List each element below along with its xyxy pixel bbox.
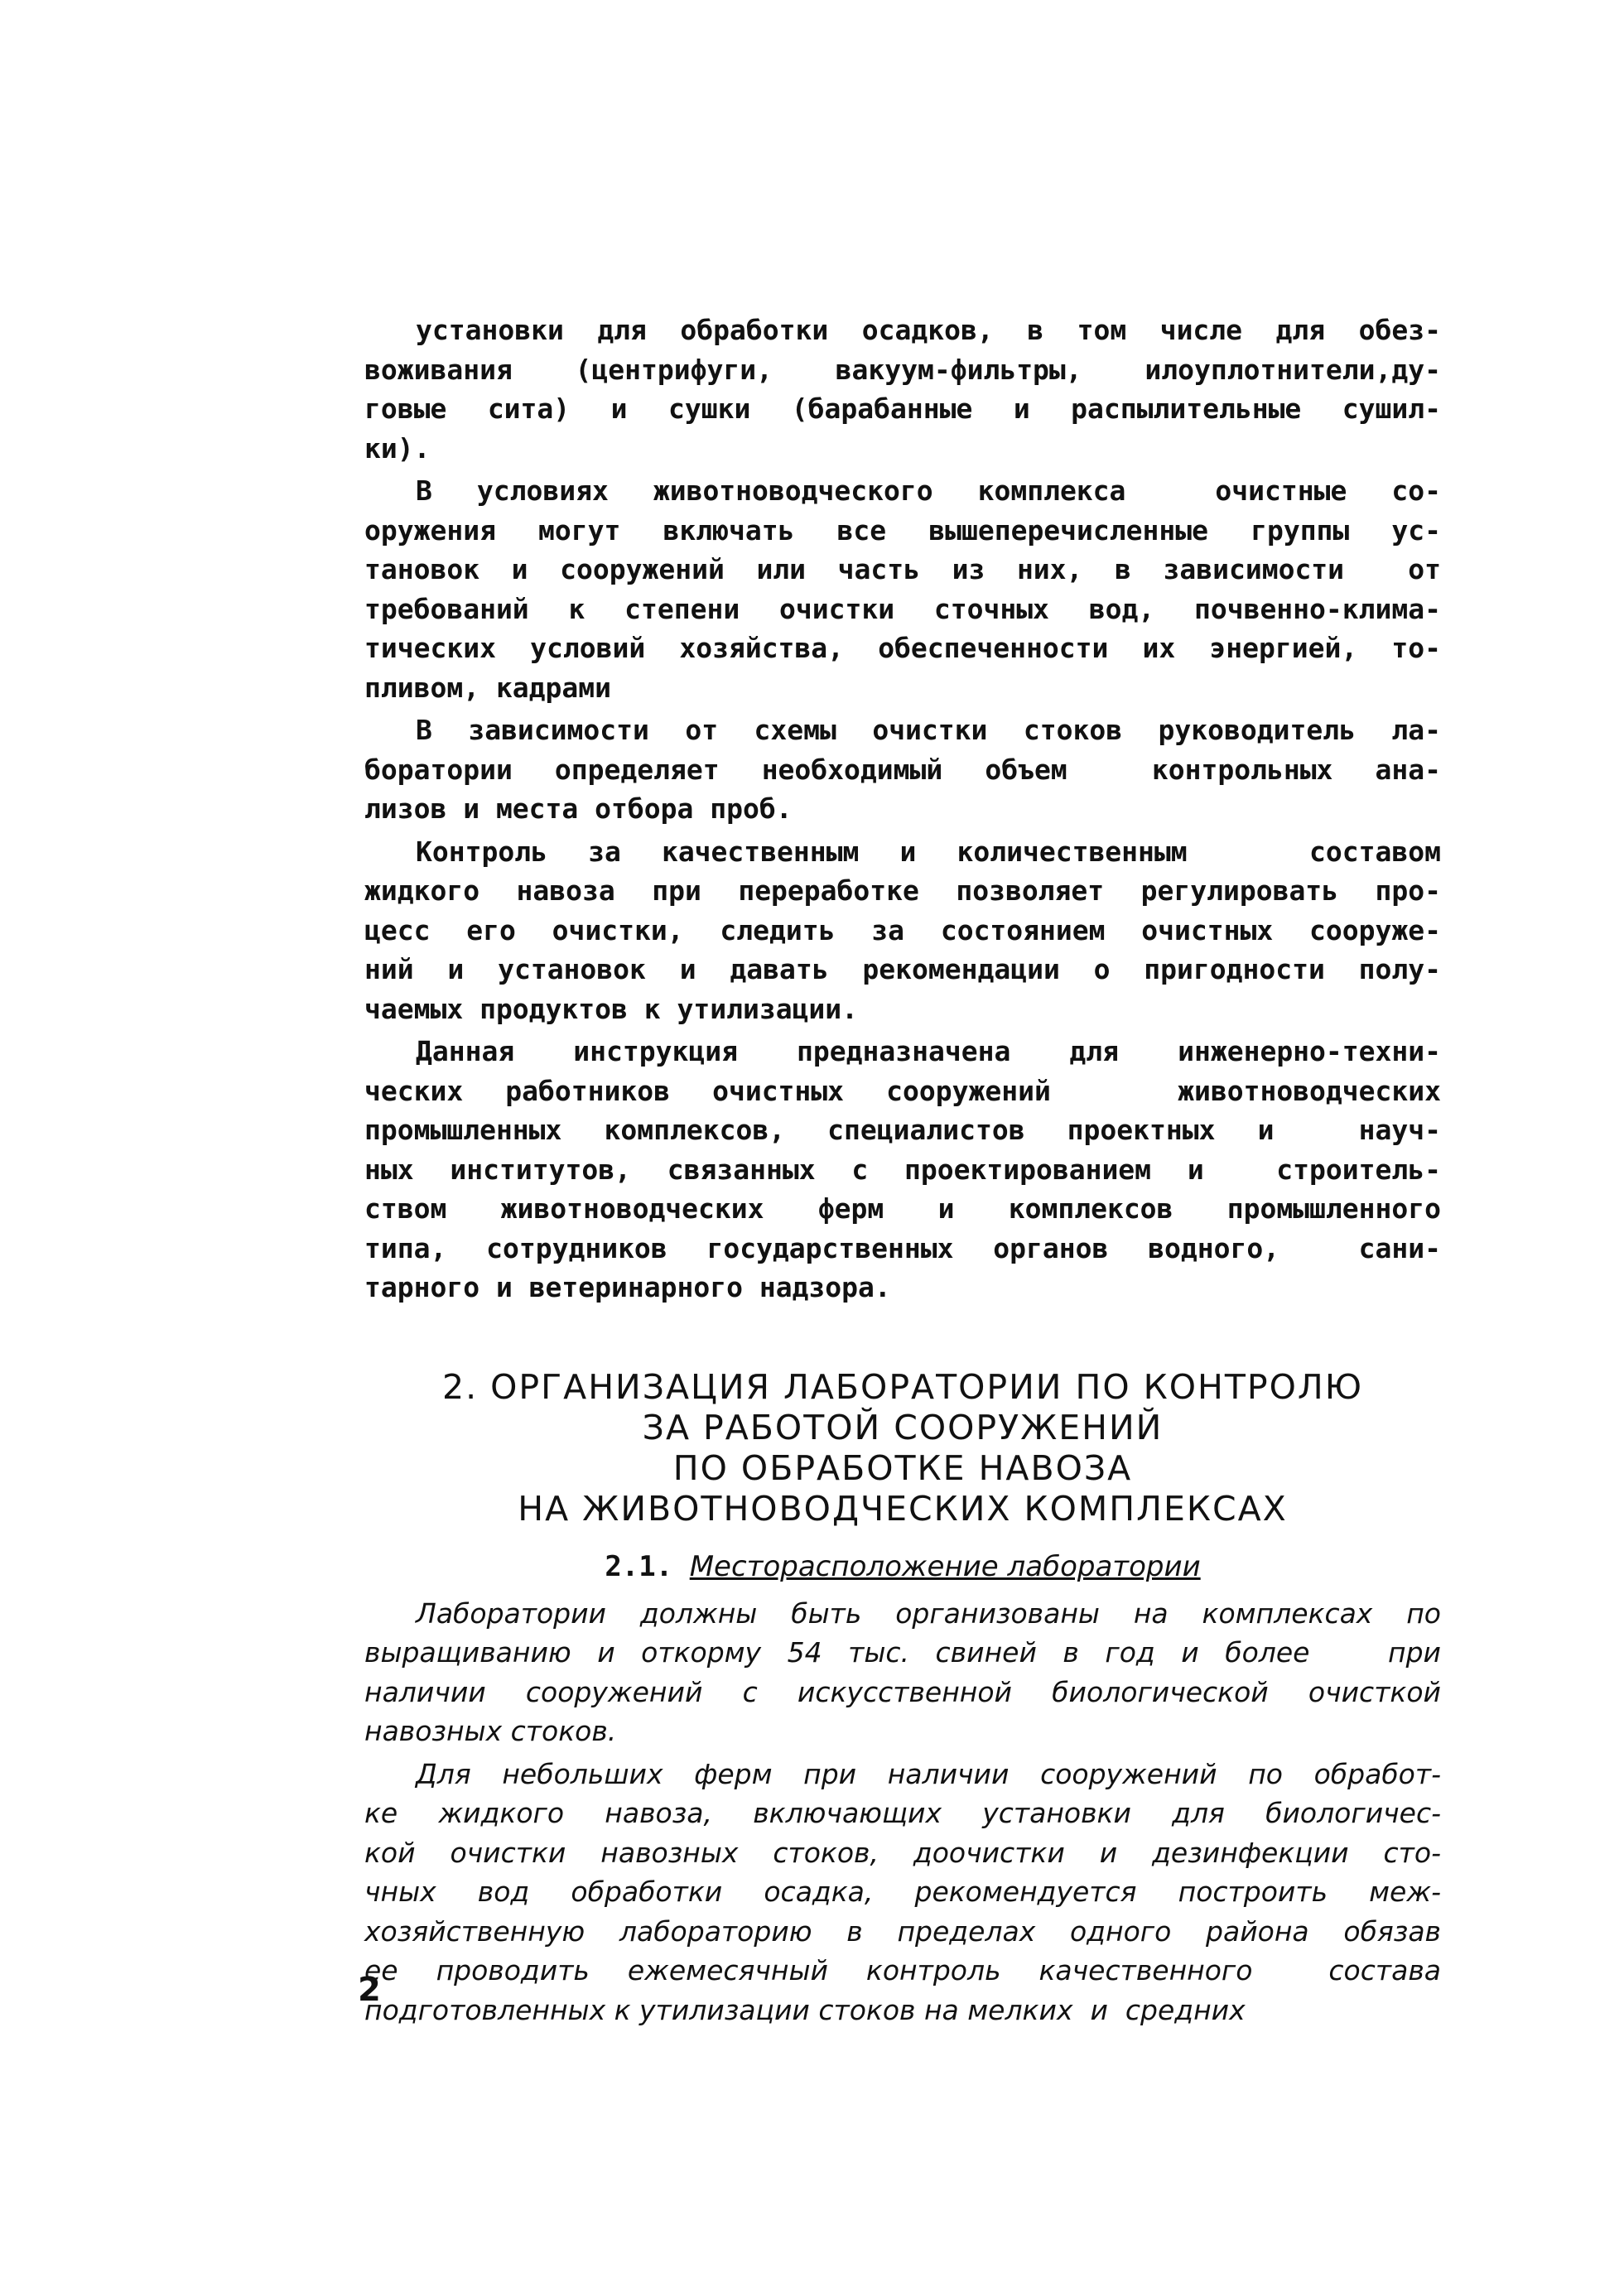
text-line: чаемых продуктов к утилизации. [364, 992, 859, 1025]
section-heading [364, 1367, 1441, 1529]
paragraph [364, 832, 1441, 1029]
text-line: Контроль за качественным и количественным составом [416, 835, 1441, 868]
text-line: навозных стоков. [364, 1715, 617, 1747]
text-line: ее проводить ежемесячный контроль качественного состава [364, 1954, 1441, 1986]
text-line: пливом, кадрами [364, 671, 612, 704]
text-line: В условиях животноводческого комплекса очистные со- [416, 474, 1441, 507]
text-line: оружения могут включать все вышеперечисленные группы ус- [364, 513, 1441, 547]
text-line: боратории определяет необходимый объем контрольных ана- [364, 753, 1441, 786]
text-line: В зависимости от схемы очистки стоков руководитель ла- [416, 714, 1441, 746]
text-line: ством животноводческих ферм и комплексов промышленного [364, 1192, 1441, 1225]
text-line: кой очистки навозных стоков, доочистки и дезинфекции сто- [364, 1836, 1441, 1869]
text-line: типа, сотрудников государственных органов водного, сани- [364, 1231, 1441, 1264]
text-line: установки для обработки осадков, в том числе для обез- [416, 314, 1441, 346]
text-line: Лаборатории должны быть организованы на комплексах по [416, 1596, 1441, 1630]
subsection-number: 2.1. [605, 1549, 673, 1583]
paragraph [364, 710, 1441, 829]
section-heading-line: ПО ОБРАБОТКЕ НАВОЗА [672, 1447, 1133, 1488]
text-line: Для небольших ферм при наличии сооружений по обработ- [416, 1757, 1441, 1790]
text-line: ных институтов, связанных с проектированием и строитель- [364, 1153, 1441, 1186]
section-heading-line: НА ЖИВОТНОВОДЧЕСКИХ КОМПЛЕКСАХ [518, 1488, 1288, 1529]
paragraph [364, 471, 1441, 707]
text-line: чных вод обработки осадка, рекомендуется построить меж- [364, 1876, 1441, 1908]
text-line: цесс его очистки, следить за состоянием очистных сооруже- [364, 913, 1441, 946]
text-line: хозяйственную лабораторию в пределах одного района обязав [364, 1914, 1441, 1948]
paragraph [364, 1755, 1441, 2030]
text-line: говые сита) и сушки (барабанные и распылительные сушил- [364, 392, 1441, 425]
subsection-heading [364, 1548, 1441, 1586]
text-line: ки). [364, 431, 431, 465]
text-line: промышленных комплексов, специалистов проектных и науч- [364, 1114, 1441, 1146]
text-line: ческих работников очистных сооружений животноводческих [364, 1074, 1441, 1107]
text-line: лизов и места отбора проб. [364, 792, 793, 825]
text-line: тановок и сооружений или часть из них, в зависимости от [364, 553, 1441, 585]
section-heading-line: 2. ОРГАНИЗАЦИЯ ЛАБОРАТОРИИ ПО КОНТРОЛЮ [442, 1366, 1363, 1407]
document-page [364, 311, 1441, 2033]
paragraph [364, 1594, 1441, 1751]
text-line: подготовленных к утилизации стоков на мелких и средних [364, 1993, 1246, 2026]
text-line: ний и установок и давать рекомендации о пригодности полу- [364, 953, 1441, 985]
text-line: ке жидкого навоза, включающих установки для биологичес- [364, 1797, 1441, 1829]
text-line: выращиванию и откорму 54 тыс. свиней в год и более при [364, 1636, 1441, 1669]
text-line: требований к степени очистки сточных вод, почвенно-клима- [364, 592, 1441, 625]
intro-section [364, 311, 1441, 1307]
section-body [364, 1594, 1441, 2030]
text-line: жидкого навоза при переработке позволяет регулировать про- [364, 874, 1441, 907]
subsection-title: Месторасположение лаборатории [689, 1549, 1201, 1583]
page-number: 2 [358, 1971, 381, 2009]
text-line: наличии сооружений с искусственной биологической очисткой [364, 1675, 1441, 1708]
text-line: воживания (центрифуги, вакуум-фильтры, илоуплотнители,ду- [364, 353, 1441, 386]
text-line: тарного и ветеринарного надзора. [364, 1271, 891, 1303]
text-line: тических условий хозяйства, обеспеченности их энергией, то- [364, 632, 1441, 664]
paragraph [364, 311, 1441, 468]
section-heading-line: ЗА РАБОТОЙ СООРУЖЕНИЙ [642, 1407, 1164, 1447]
text-line: Данная инструкция предназначена для инженерно-техни- [416, 1035, 1441, 1067]
paragraph [364, 1032, 1441, 1307]
